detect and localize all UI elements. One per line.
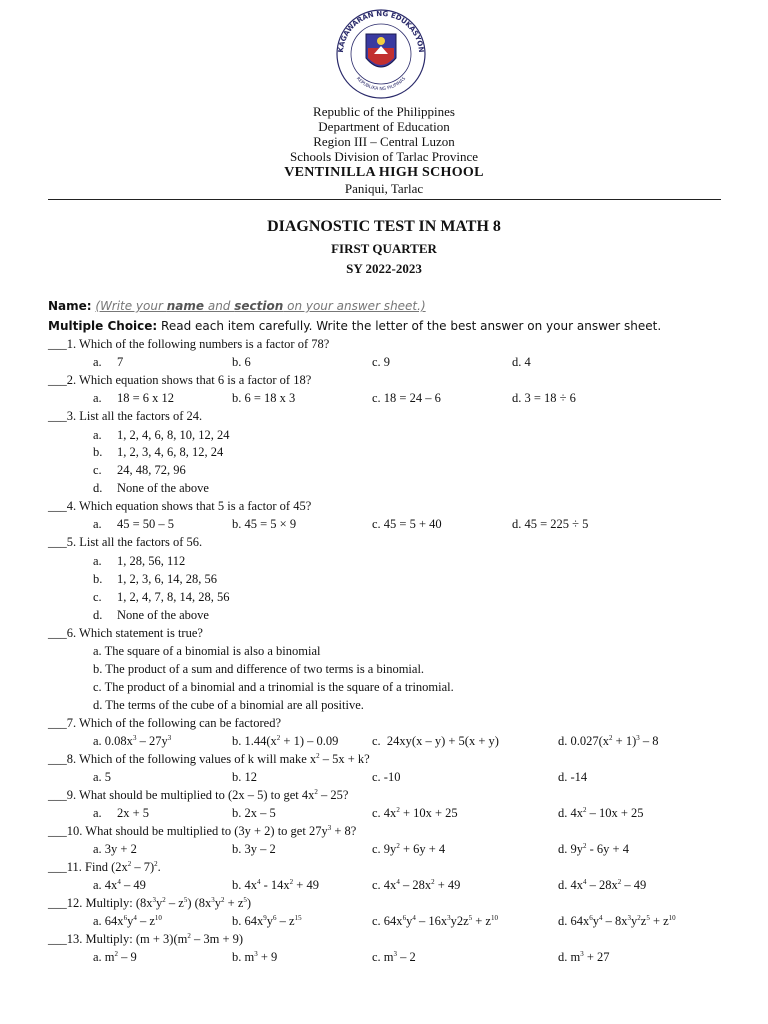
name-line [48,298,426,314]
choice-a-label: a. [93,355,102,369]
test-title: DIAGNOSTIC TEST IN MATH 8 [267,218,501,235]
question-stem: ___1. Which of the following numbers is a factor of 78? [48,337,330,351]
choice-a: 1, 2, 4, 6, 8, 10, 12, 24 [117,428,230,442]
choice-a-label: a. [93,554,102,568]
choice-b: b. 6 = 18 x 3 [232,391,296,405]
seal-bottom-text: REPUBLIKA NG PILIPINAS [354,76,408,93]
choice-b: b. The product of a sum and difference of two terms is a binomial. [93,662,425,676]
choice-d: None of the above [117,481,209,495]
choice-d: d. $64x^6y^4 - 8x^3y^2z^5 + z^{10}$ [558,913,676,928]
choice-b: b. 2x – 5 [232,806,276,820]
choice-b: b. 12 [232,770,257,784]
choice-a-label: a. [93,428,102,442]
header-line: Republic of the Philippines [313,104,455,119]
header-divider [48,199,721,200]
question-stem: ___10. What should be multiplied to (3y + 2) to get $27y^3 + 8$? [48,823,357,838]
choice-b: b. 3y – 2 [232,842,276,856]
choice-d: d. 3 = 18 ÷ 6 [512,391,576,405]
choice-b: 1, 2, 3, 4, 6, 8, 12, 24 [117,445,224,459]
header-line: Schools Division of Tarlac Province [289,149,479,164]
choice-d-label: d. [93,608,103,622]
choice-b: b. $m^3 + 9$ [232,949,278,964]
choice-d-label: d. [93,481,103,495]
choice-d: d. 45 = 225 ÷ 5 [512,517,589,531]
choice-c: c. -10 [372,770,401,784]
question-stem: ___8. Which of the following values of k will make $x^2 - 5x + k$? [48,751,370,766]
question-stem: ___11. Find $(2x^2 - 7)^2$. [48,859,161,874]
choice-d: d. $m^3 + 27$ [558,949,610,964]
choice-d: d. 4 [512,355,531,369]
question-stem: ___13. Multiply: $(m + 3)(m^2 - 3m + 9)$ [48,931,244,946]
choice-d: d. $4x^2 - 10x + 25$ [558,805,644,820]
choice-c: c. 24xy(x – y) + 5(x + y) [372,734,499,748]
choice-d: None of the above [117,608,209,622]
choice-a: 2x + 5 [117,806,150,820]
header-line: Region III – Central Luzon [313,134,455,149]
choice-a: a. The square of a binomial is also a binomial [93,644,321,658]
choice-a: a. 5 [93,770,112,784]
seal-text: KAGAWARAN NG EDUKASYON [336,9,426,53]
directions [48,318,661,334]
choice-d: d. The terms of the cube of a binomial are all positive. [93,698,364,712]
choice-a: a. $64x^6y^4 - z^{10}$ [93,913,162,928]
choice-c: c. $4x^2 + 10x + 25$ [372,805,458,820]
choice-d: d. $9y^2 - 6y + 4$ [558,841,629,856]
choice-a: 18 = 6 x 12 [117,391,175,405]
question-stem: ___4. Which equation shows that 5 is a factor of 45? [48,499,312,513]
question-stem: ___9. What should be multiplied to (2x – 5) to get $4x^2 - 25$? [48,787,349,802]
school-location: Paniqui, Tarlac [344,181,424,196]
question-stem: ___2. Which equation shows that 6 is a factor of 18? [48,373,312,387]
choice-d: d. -14 [558,770,588,784]
choice-a: a. 3y + 2 [93,842,137,856]
choice-b: 1, 2, 3, 6, 14, 28, 56 [117,572,217,586]
choice-c: c. 9 [372,355,391,369]
choice-c: c. $m^3 - 2$ [372,949,416,964]
choice-b: b. $4x^4 - 14x^2 + 49$ [232,877,319,892]
choice-c: c. $9y^2 + 6y + 4$ [372,841,446,856]
name-instruction: (Write your name and section on your answer sheet.) [95,299,426,313]
choice-a: 7 [117,355,124,369]
directions-label: Multiple Choice: [48,319,158,333]
question-stem: ___7. Which of the following can be factored? [48,716,282,730]
choice-a: 1, 28, 56, 112 [117,554,186,568]
choice-c: c. $4x^4 - 28x^2 + 49$ [372,877,461,892]
choice-b: b. $1.44(x^2 + 1) - 0.09$ [232,733,339,748]
choice-a: a. $0.08x^3 - 27y^3$ [93,733,172,748]
question-stem: ___6. Which statement is true? [48,626,203,640]
choice-b-label: b. [93,445,103,459]
deped-seal [326,8,436,100]
choice-a-label: a. [93,391,102,405]
school-name: VENTINILLA HIGH SCHOOL [284,165,484,180]
question-stem: ___12. Multiply: $(8x^3y^2 - z^5) (8x^3y^2 + z^5)$ [48,895,252,910]
choice-d: d. $0.027(x^2 + 1)^3 - 8$ [558,733,659,748]
quarter-label: FIRST QUARTER [331,241,437,256]
name-label: Name: [48,299,92,313]
choice-b: b. $64x^9y^6 - z^{15}$ [232,913,302,928]
choice-b: b. 6 [232,355,251,369]
question-stem: ___3. List all the factors of 24. [48,409,203,423]
choice-c: 24, 48, 72, 96 [117,463,186,477]
choice-a: a. $4x^4 - 49$ [93,877,146,892]
choice-c: c. $64x^6y^4 - 16x^3y2z^5 + z^{10}$ [372,913,498,928]
choice-c: c. 18 = 24 – 6 [372,391,441,405]
question-stem: ___5. List all the factors of 56. [48,535,203,549]
choice-c-label: c. [93,463,102,477]
choice-a-label: a. [93,517,102,531]
choice-b-label: b. [93,572,103,586]
choice-a: 45 = 50 – 5 [117,517,175,531]
choice-b: b. 45 = 5 × 9 [232,517,297,531]
school-year: SY 2022-2023 [346,261,422,276]
choice-d: d. $4x^4 - 28x^2 - 49$ [558,877,647,892]
choice-c-label: c. [93,590,102,604]
choice-a: a. $m^2 - 9$ [93,949,137,964]
directions-text: Read each item carefully. Write the letter of the best answer on your answer sheet. [157,319,662,333]
choice-c: c. 45 = 5 + 40 [372,517,442,531]
choice-c: 1, 2, 4, 7, 8, 14, 28, 56 [117,590,230,604]
header-line: Department of Education [318,119,450,134]
choice-a-label: a. [93,806,102,820]
choice-c: c. The product of a binomial and a trinomial is the square of a trinomial. [93,680,454,694]
